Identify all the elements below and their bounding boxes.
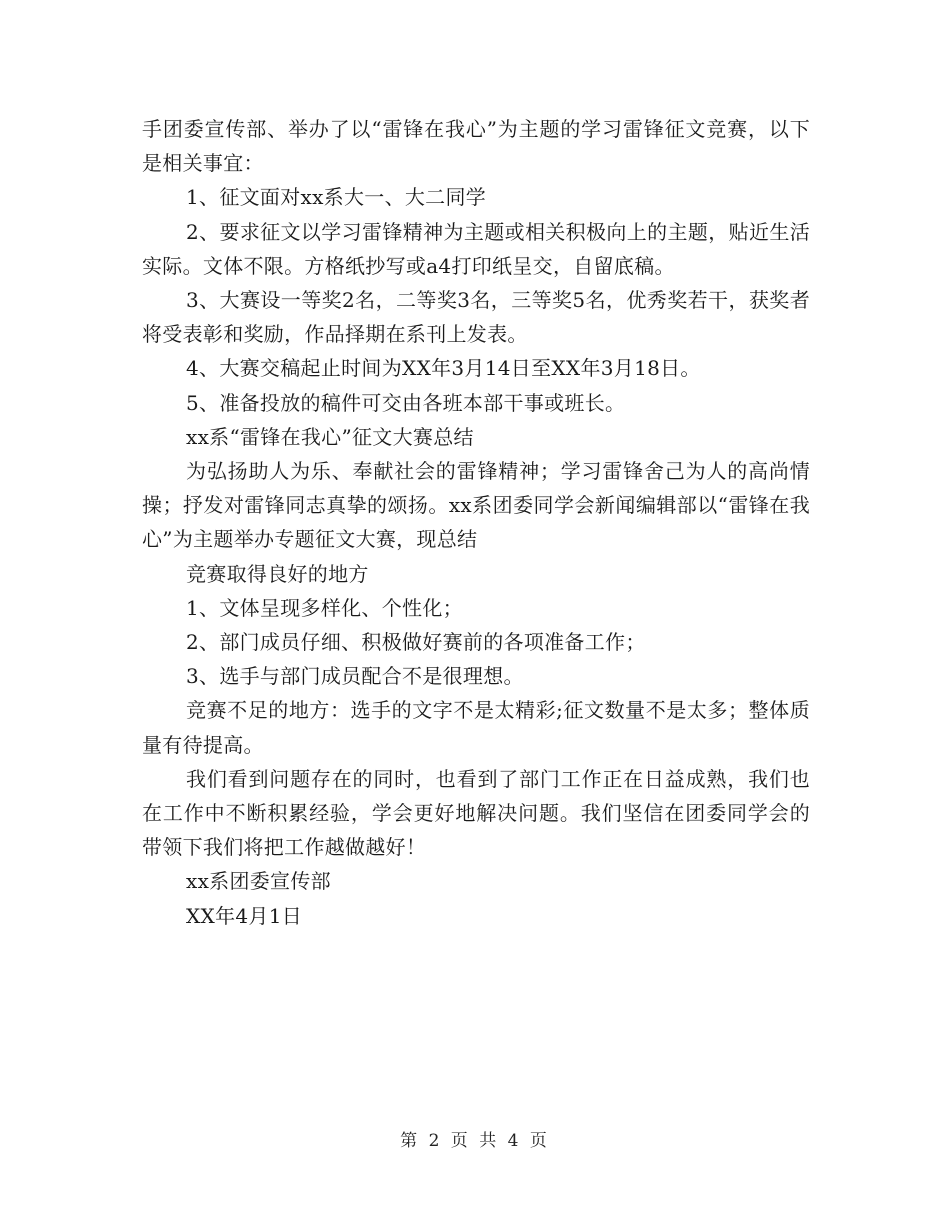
paragraph-item-4: 4、大赛交稿起止时间为XX年3月14日至XX年3月18日。 xyxy=(186,356,701,381)
paragraph-intro: 手团委宣传部、举办了以“雷锋在我心”为主题的学习雷锋征文竞赛，以下是相关事宜： xyxy=(142,117,810,176)
paragraph-item-2: 2、要求征文以学习雷锋精神为主题或相关积极向上的主题，贴近生活实际。文体不限。方格纸抄写或a4打印纸呈交，自留底稿。 xyxy=(142,219,810,278)
document-body xyxy=(142,112,810,933)
strength-item-3: 3、选手与部门成员配合不是很理想。 xyxy=(186,664,524,689)
strength-item-2: 2、部门成员仔细、积极做好赛前的各项准备工作； xyxy=(186,630,646,655)
strength-item-1: 1、文体呈现多样化、个性化； xyxy=(186,595,463,620)
summary-heading: xx系“雷锋在我心”征文大赛总结 xyxy=(186,424,474,449)
paragraph-item-5: 5、准备投放的稿件可交由各班本部干事或班长。 xyxy=(186,390,626,415)
signature-department: xx系团委宣传部 xyxy=(186,869,331,894)
signature-date: XX年4月1日 xyxy=(186,903,303,928)
summary-intro: 为弘扬助人为乐、奉献社会的雷锋精神；学习雷锋舍己为人的高尚情操；抒发对雷锋同志真挚的颂扬。xx系团委同学会新闻编辑部以“雷锋在我心”为主题举办专题征文大赛，现总结 xyxy=(142,459,810,552)
weaknesses-paragraph: 竞赛不足的地方：选手的文字不是太精彩;征文数量不是太多；整体质量有待提高。 xyxy=(142,698,810,757)
strengths-heading: 竞赛取得良好的地方 xyxy=(186,561,369,586)
page-number: 第 2 页 共 4 页 xyxy=(400,1131,550,1151)
conclusion-paragraph: 我们看到问题存在的同时，也看到了部门工作正在日益成熟，我们也在工作中不断积累经验，学会更好地解决问题。我们坚信在团委同学会的带领下我们将把工作越做越好！ xyxy=(142,766,810,860)
paragraph-item-1: 1、征文面对xx系大一、大二同学 xyxy=(186,185,487,210)
paragraph-item-3: 3、大赛设一等奖2名，二等奖3名，三等奖5名，优秀奖若干，获奖者将受表彰和奖励，作品择期在系刊上发表。 xyxy=(142,288,810,347)
